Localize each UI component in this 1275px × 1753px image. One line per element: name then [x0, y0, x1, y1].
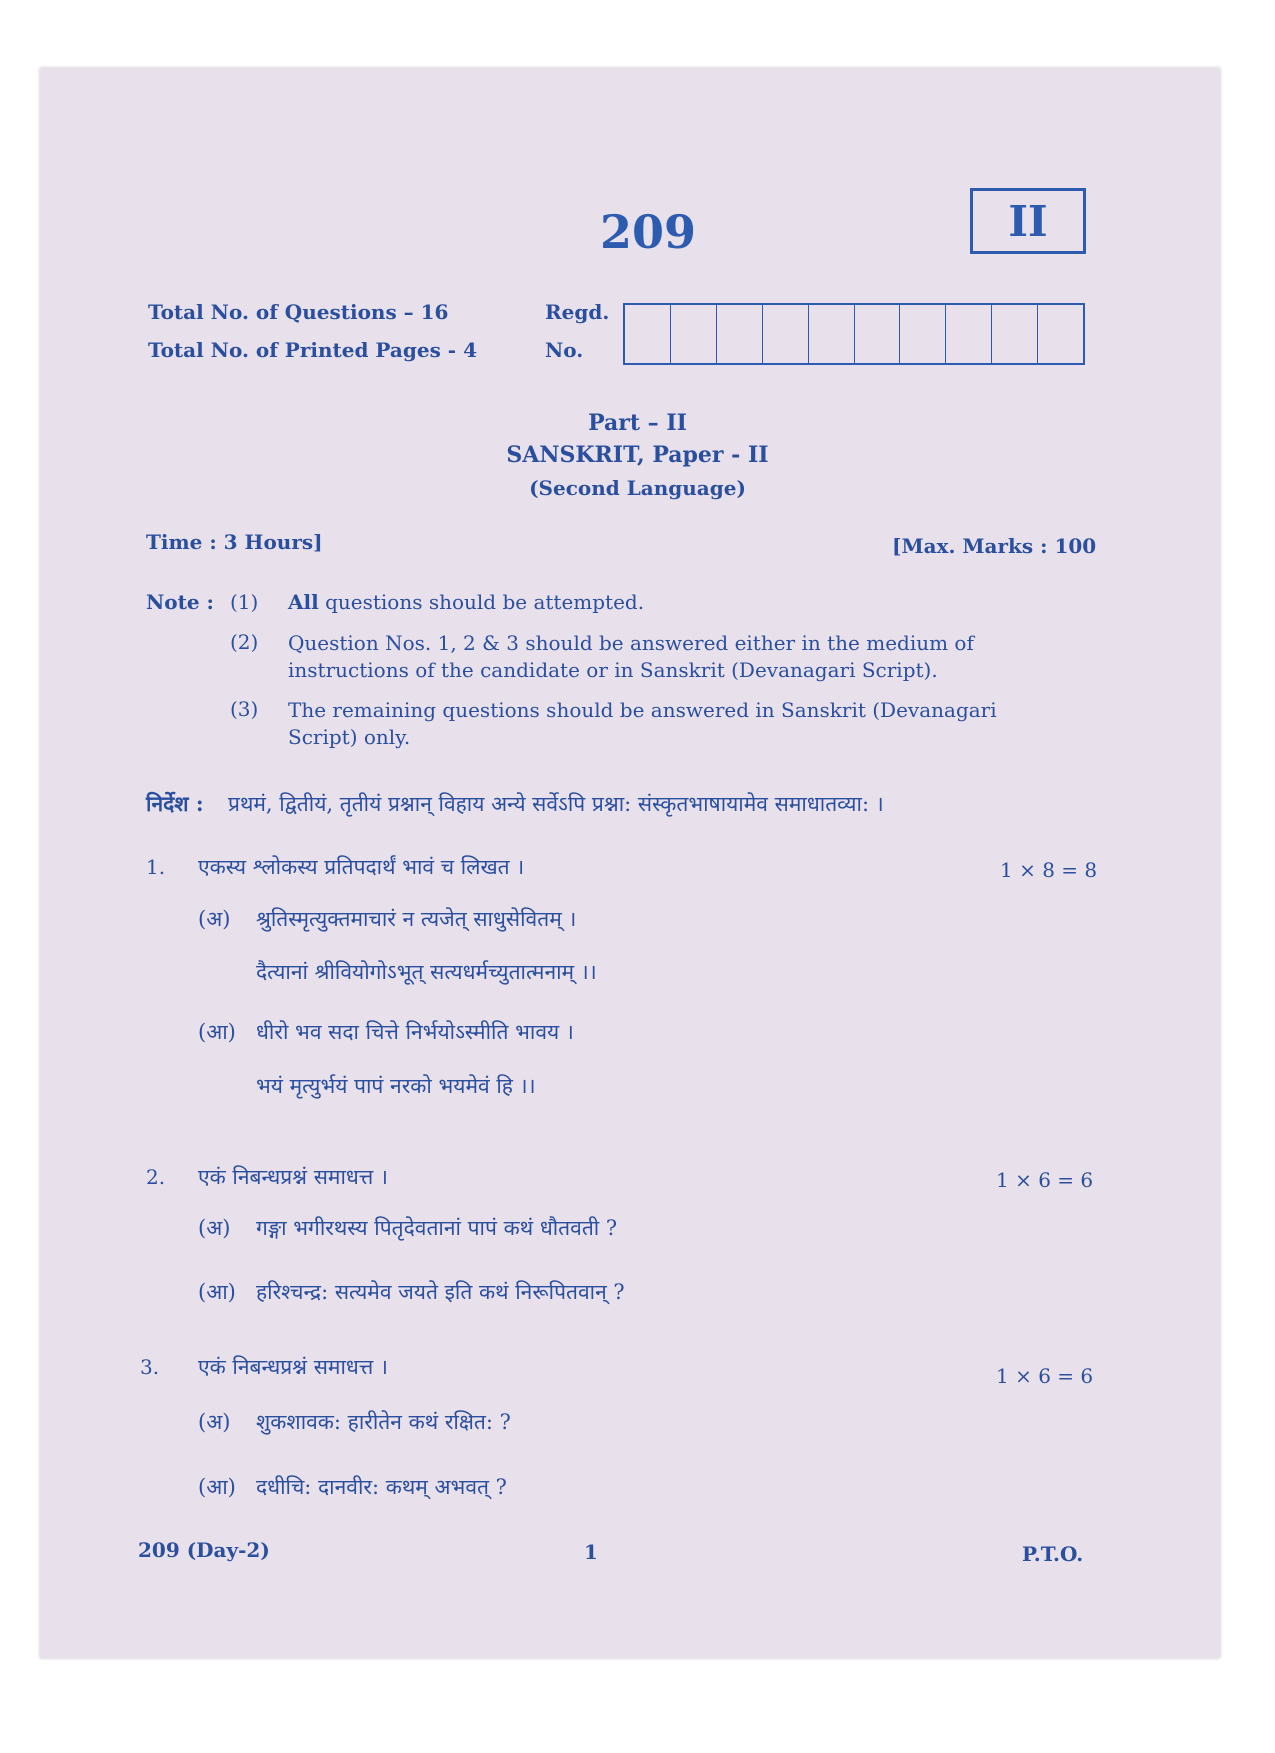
note-item-number: (3) [230, 697, 259, 721]
option-line: हरिश्चन्द्र: सत्यमेव जयते इति कथं निरूपितवान् ? [256, 1280, 625, 1304]
regd-cell [855, 305, 901, 363]
regd-cell [1038, 305, 1083, 363]
regd-number-grid [623, 303, 1085, 365]
option-line: दैत्यानां श्रीवियोगोऽभूत् सत्यधर्मच्युतात्मनाम् ।। [256, 960, 597, 984]
regd-cell [671, 305, 717, 363]
question-text: एकस्य श्लोकस्य प्रतिपदार्थं भावं च लिखत । [198, 855, 525, 879]
option-line: भयं मृत्युर्भयं पापं नरको भयमेवं हि ।। [256, 1074, 536, 1098]
question-number: 3. [140, 1355, 160, 1379]
paper-code: 209 [600, 205, 697, 259]
part-box-label: II [1008, 196, 1048, 246]
note-item-3: The remaining questions should be answered in Sanskrit (Devanagari Script) only. [288, 698, 997, 749]
note-item-2: Question Nos. 1, 2 & 3 should be answered either in the medium of instructions of the candidate or in Sanskrit (Devanagari Script). [288, 631, 974, 682]
regd-label: Regd. [545, 300, 610, 324]
footer-code: 209 (Day-2) [138, 1538, 270, 1562]
pto-label: P.T.O. [1022, 1542, 1084, 1566]
regd-cell [809, 305, 855, 363]
option-line: धीरो भव सदा चित्ते निर्भयोऽस्मीति भावय । [256, 1020, 574, 1044]
option-label: (आ) [198, 1020, 236, 1044]
option-line: गङ्गा भगीरथस्य पितृदेवतानां पापं कथं धौतवती ? [256, 1216, 618, 1240]
option-line: श्रुतिस्मृत्युक्तमाचारं न त्यजेत् साधुसेवितम् । [256, 907, 577, 931]
option-label: (अ) [198, 1216, 231, 1240]
part-title: Part – II [588, 410, 687, 436]
option-label: (अ) [198, 1410, 231, 1434]
option-label: (अ) [198, 907, 231, 931]
question-marks: 1 × 6 = 6 [996, 1364, 1094, 1388]
note-item-text: questions should be attempted. [318, 590, 645, 614]
note-label: Note : [146, 590, 214, 614]
note-item-1 [288, 590, 644, 614]
question-marks: 1 × 6 = 6 [996, 1168, 1094, 1192]
regd-cell [992, 305, 1038, 363]
max-marks-label: [Max. Marks : 100 [892, 534, 1097, 558]
nirdesh-text: प्रथमं, द्वितीयं, तृतीयं प्रश्नान् विहाय अन्ये सर्वेऽपि प्रश्ना: संस्कृतभाषायामेव समाधातव्या: । [228, 792, 884, 816]
regd-cell [625, 305, 671, 363]
question-text: एकं निबन्धप्रश्नं समाधत्त । [198, 1165, 388, 1189]
nirdesh-label: निर्देश : [146, 791, 204, 816]
total-questions: Total No. of Questions – 16 [148, 300, 449, 324]
option-line: शुकशावक: हारीतेन कथं रक्षित: ? [256, 1410, 511, 1434]
regd-cell [946, 305, 992, 363]
question-text: एकं निबन्धप्रश्नं समाधत्त । [198, 1355, 388, 1379]
subject-title: SANSKRIT, Paper - II [506, 442, 769, 468]
note-item-number: (2) [230, 630, 259, 654]
option-label: (आ) [198, 1280, 236, 1304]
regd-cell [763, 305, 809, 363]
note-item-number: (1) [230, 590, 259, 614]
regd-cell [900, 305, 946, 363]
total-pages: Total No. of Printed Pages - 4 [148, 338, 477, 362]
option-line: दधीचि: दानवीर: कथम् अभवत् ? [256, 1475, 507, 1499]
question-marks: 1 × 8 = 8 [1000, 858, 1098, 882]
regd-no-label: No. [545, 338, 584, 362]
question-number: 2. [146, 1165, 166, 1189]
page-number: 1 [584, 1540, 598, 1564]
regd-cell [717, 305, 763, 363]
option-label: (आ) [198, 1475, 236, 1499]
question-number: 1. [146, 855, 166, 879]
part-box [970, 188, 1086, 254]
time-label: Time : 3 Hours] [146, 530, 323, 554]
language-title: (Second Language) [529, 476, 746, 500]
note-emphasis: All [288, 590, 319, 614]
